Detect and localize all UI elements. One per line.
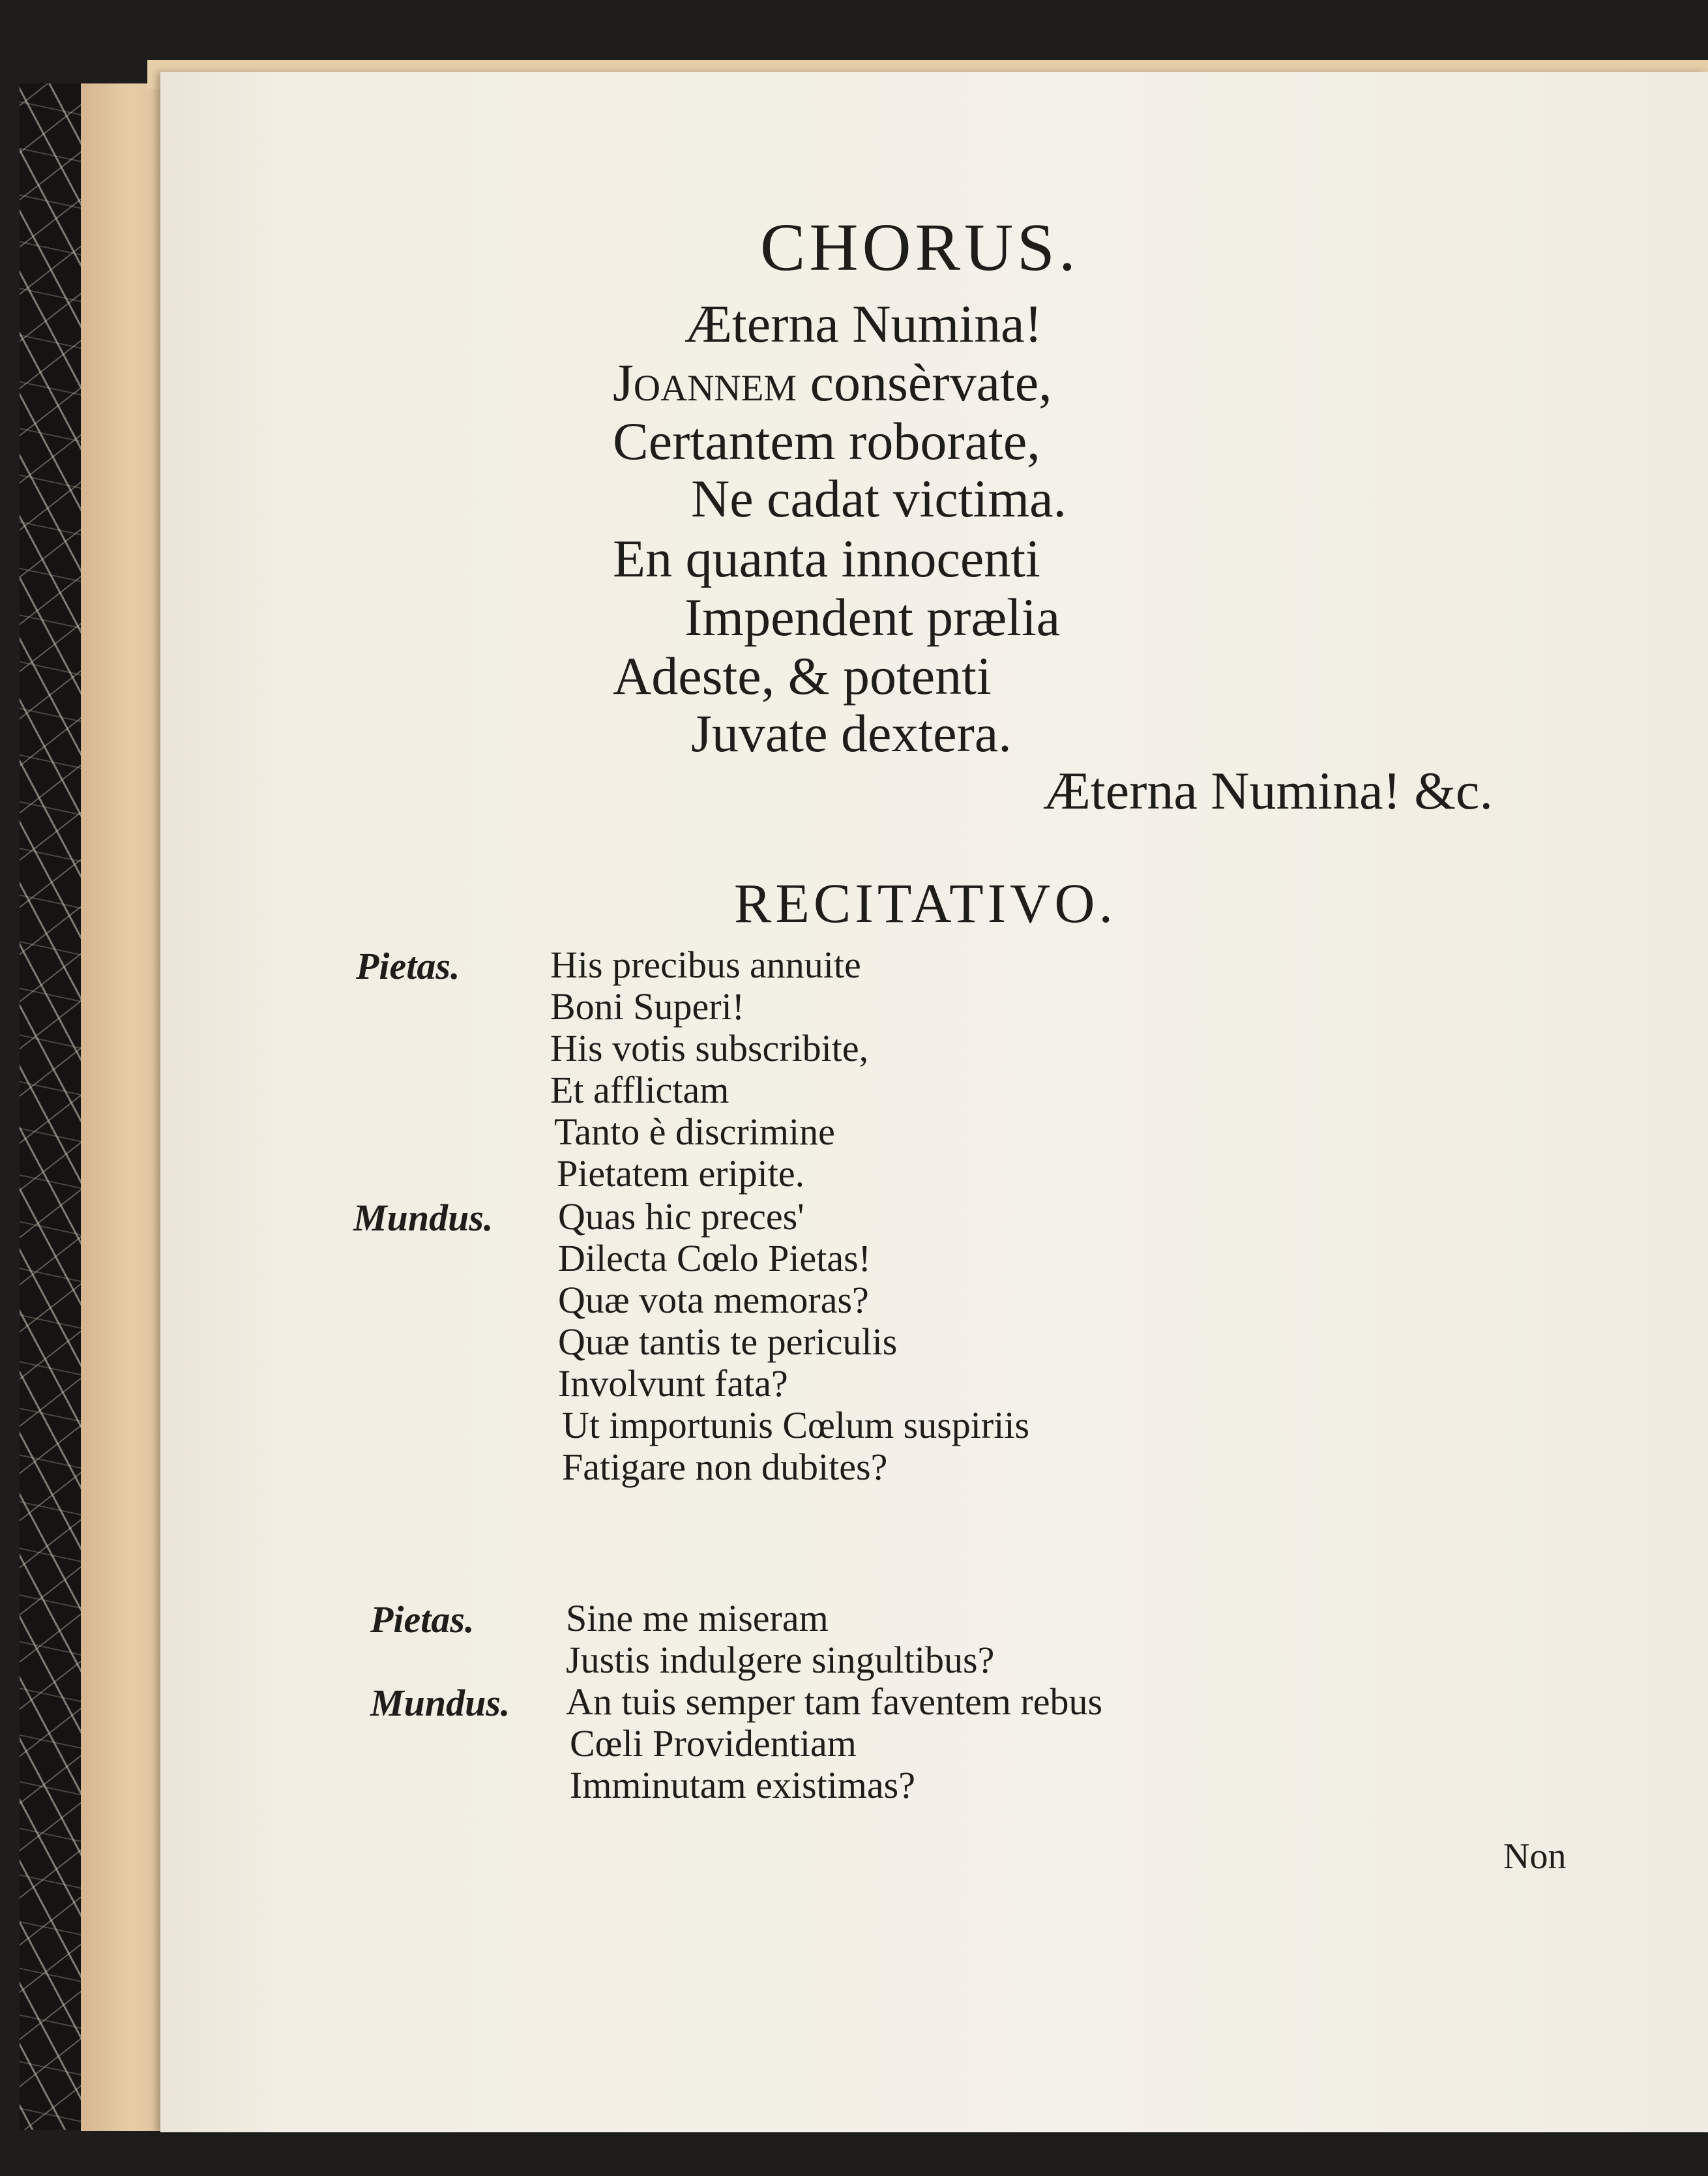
- chorus-line: Æterna Numina!: [685, 294, 1042, 353]
- chorus-line: Certantem roborate,: [613, 411, 1040, 471]
- verse-line: Quæ vota memoras?: [558, 1279, 869, 1321]
- verse-line: Sine me miseram: [566, 1597, 829, 1639]
- chorus-heading: CHORUS.: [760, 210, 1080, 285]
- verse-line: Quæ tantis te periculis: [558, 1320, 898, 1363]
- chorus-line-text: consèrvate,: [810, 353, 1052, 412]
- book-page: [160, 72, 1708, 2132]
- verse-line: Dilecta Cœlo Pietas!: [558, 1237, 872, 1279]
- verse-line: Fatigare non dubites?: [562, 1446, 888, 1488]
- verse-line: An tuis semper tam faventem rebus: [566, 1680, 1103, 1723]
- speaker-mundus: Mundus.: [353, 1197, 493, 1239]
- verse-line: Imminutam existimas?: [570, 1764, 915, 1806]
- verse-line: His precibus annuite: [550, 944, 861, 986]
- catchword: Non: [1503, 1836, 1567, 1877]
- verse-line: Pietatem eripite.: [557, 1152, 805, 1195]
- verse-line: Justis indulgere singultibus?: [566, 1639, 995, 1681]
- recitativo-heading: RECITATIVO.: [734, 872, 1117, 934]
- speaker-mundus: Mundus.: [370, 1682, 510, 1724]
- speaker-pietas: Pietas.: [356, 945, 460, 987]
- chorus-name-joannem: Joannem: [613, 353, 797, 412]
- verse-line: Boni Superi!: [550, 985, 745, 1028]
- verse-line: Et afflictam: [550, 1069, 729, 1111]
- speaker-pietas: Pietas.: [370, 1598, 475, 1641]
- chorus-line: Impendent prælia: [685, 588, 1061, 647]
- verse-line: Involvunt fata?: [558, 1362, 788, 1405]
- chorus-line: [613, 352, 1052, 413]
- verse-line: His votis subscribite,: [550, 1027, 869, 1069]
- verse-line: Ut importunis Cœlum suspiriis: [562, 1404, 1030, 1446]
- chorus-line: Adeste, & potenti: [613, 646, 992, 706]
- verse-line: Quas hic preces': [558, 1195, 804, 1238]
- chorus-line: Juvate dextera.: [691, 704, 1012, 763]
- verse-line: Tanto è discrimine: [554, 1110, 835, 1153]
- chorus-line: Ne cadat victima.: [691, 469, 1067, 528]
- chorus-line: Æterna Numina! &c.: [1043, 761, 1493, 820]
- verse-line: Cœli Providentiam: [570, 1722, 857, 1765]
- chorus-line: En quanta innocenti: [613, 529, 1040, 588]
- cardboard-cover-edge: [81, 83, 172, 2131]
